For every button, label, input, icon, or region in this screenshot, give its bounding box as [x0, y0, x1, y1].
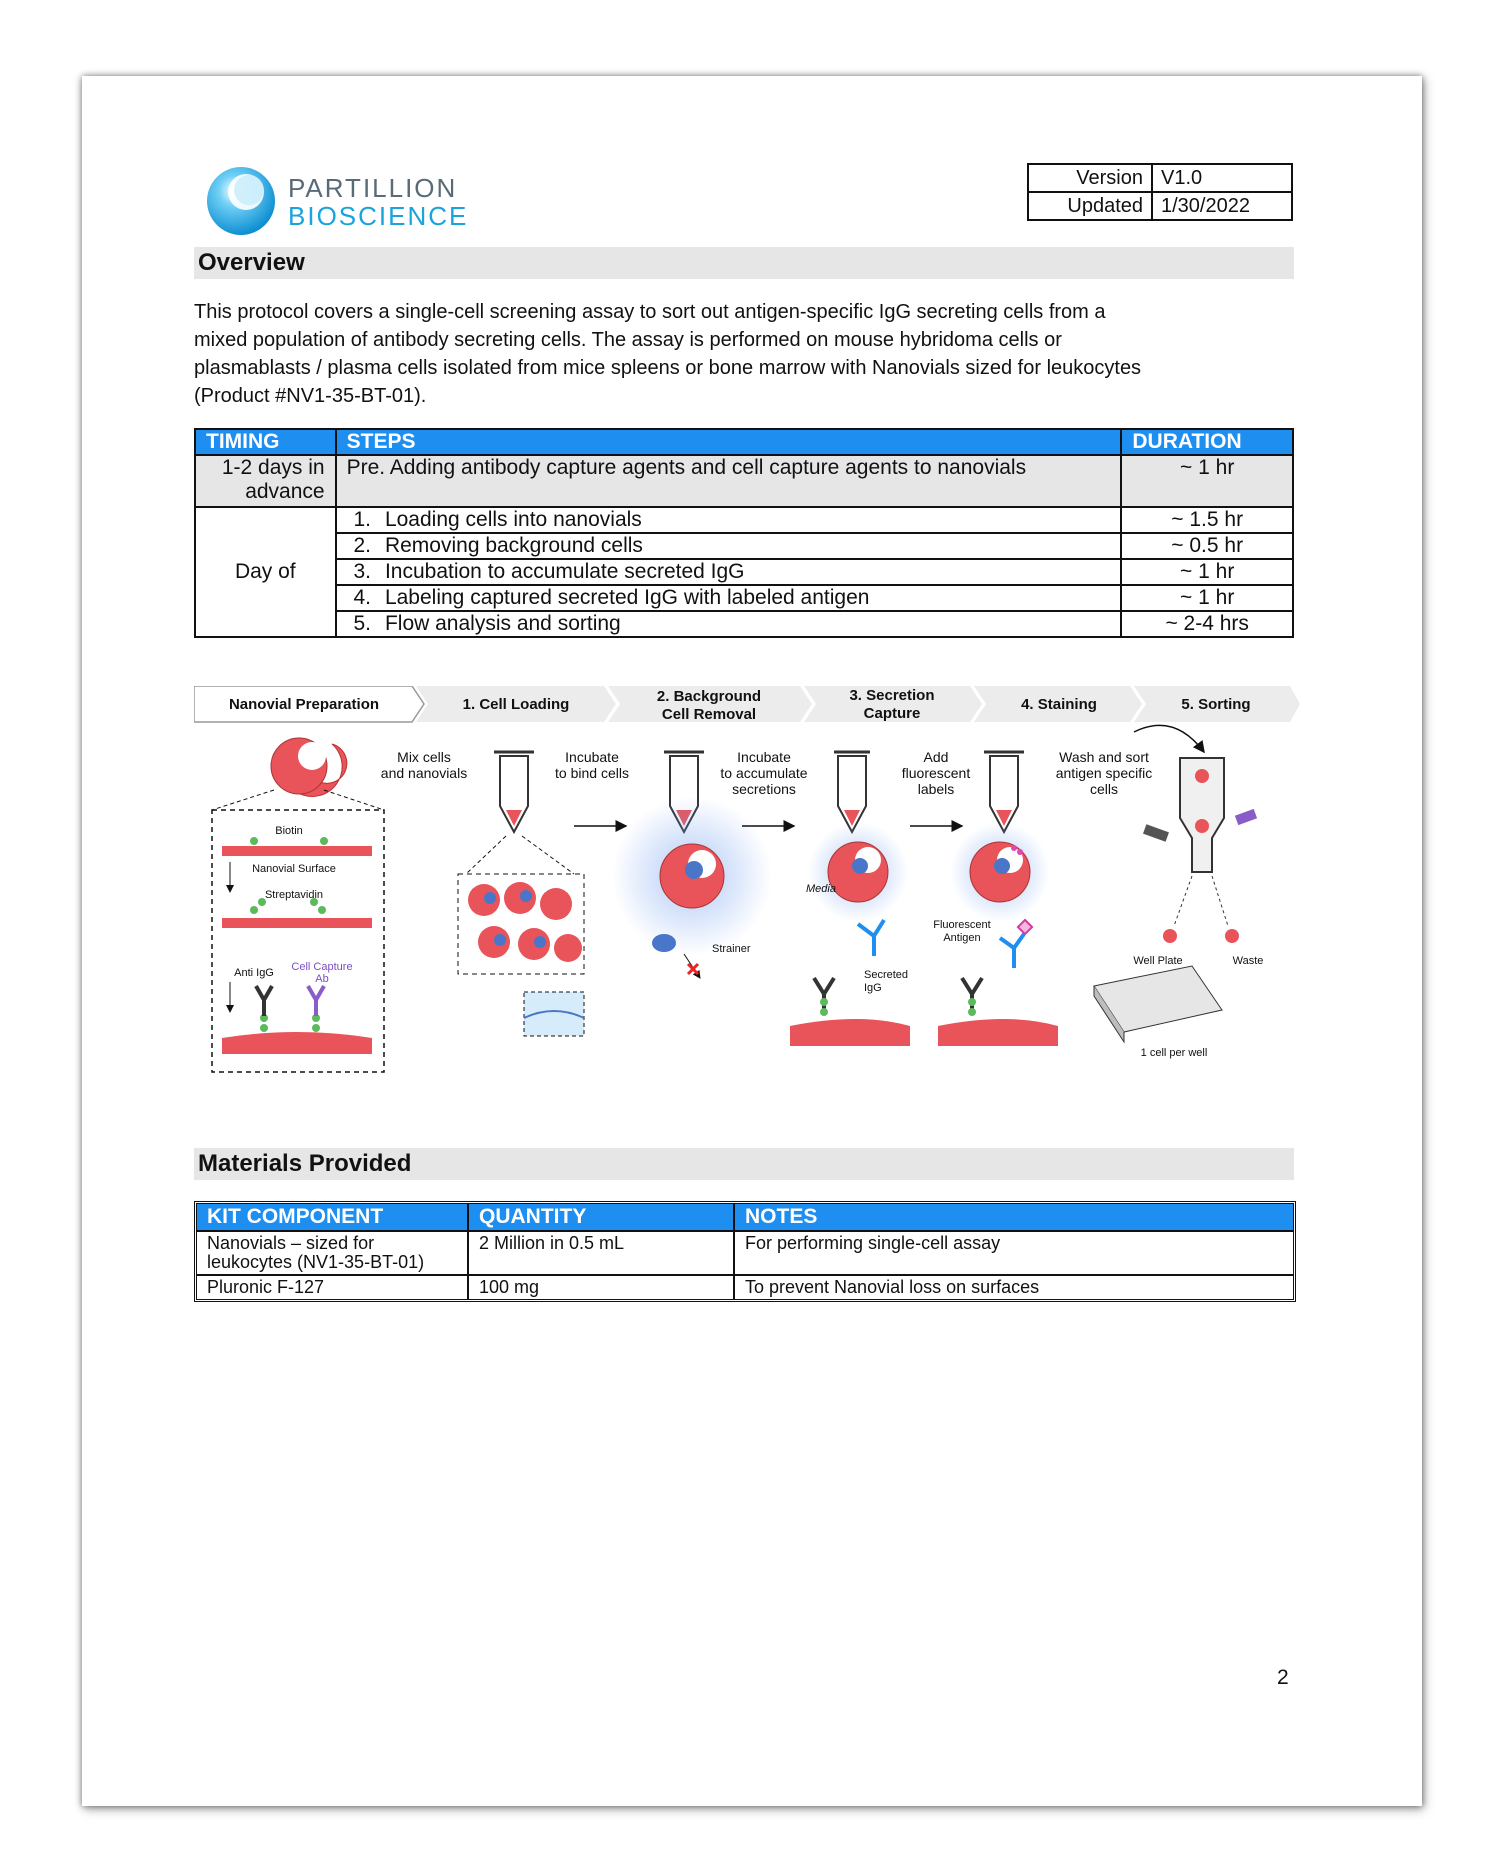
stage-label: Capture [863, 705, 921, 722]
waste-label: Waste [1232, 955, 1264, 967]
overview-line: plasmablasts / plasma cells isolated from mice spleens or bone marrow with Nanovials sized for leukocytes [194, 357, 1142, 379]
table-row [197, 1230, 1293, 1274]
staining-panel [938, 752, 1058, 1046]
wash-sort-label: cells [1089, 781, 1119, 797]
document-page [82, 76, 1422, 1806]
table-header-row [195, 429, 1293, 455]
step-number: 1. [336, 507, 377, 533]
mix-label: Mix cells [397, 749, 451, 765]
mix-label: and nanovials [380, 765, 468, 781]
timing-line: advance [245, 480, 325, 503]
duration-cell: ~ 1.5 hr [1121, 507, 1293, 533]
overview-line: (Product #NV1-35-BT-01). [194, 385, 427, 407]
duration-cell: ~ 0.5 hr [1121, 533, 1293, 559]
stage-label: Nanovial Preparation [228, 696, 380, 713]
step-cell: Loading cells into nanovials [377, 507, 1121, 533]
step-cell: Labeling captured secreted IgG with labeled antigen [377, 585, 1121, 611]
overview-line: This protocol covers a single-cell screening assay to sort out antigen-specific IgG secreting cells from a [194, 301, 1106, 323]
secreted-igg-label: Secreted [864, 969, 909, 981]
overview-heading: Overview [194, 247, 1294, 279]
step-cell: Flow analysis and sorting [377, 611, 1121, 637]
header-steps: STEPS [336, 429, 1122, 455]
table-row [195, 611, 1293, 637]
stage-label: 2. Background [656, 688, 762, 705]
add-labels-label: labels [917, 781, 955, 797]
table-header-row [197, 1204, 1293, 1230]
table-row [195, 585, 1293, 611]
company-name [288, 174, 468, 230]
duration-cell: ~ 2-4 hrs [1121, 611, 1293, 637]
cell-loading-panel [458, 752, 584, 1036]
incubate-bind-label: to bind cells [555, 765, 629, 781]
materials-table [194, 1201, 1296, 1302]
add-labels-label: fluorescent [901, 765, 971, 781]
step-number: 2. [336, 533, 377, 559]
wash-sort-label: Wash and sort [1059, 749, 1149, 765]
header-quantity: QUANTITY [469, 1204, 735, 1230]
table-row [195, 533, 1293, 559]
cell-capture-label: Ab [315, 973, 329, 985]
materials-heading: Materials Provided [194, 1148, 1294, 1180]
incubate-secretions-label: Incubate [737, 749, 791, 765]
quantity-cell: 2 Million in 0.5 mL [469, 1230, 735, 1274]
duration-cell: ~ 1 hr [1121, 585, 1293, 611]
cell-capture-label: Cell Capture [291, 961, 353, 973]
version-value: V1.0 [1152, 164, 1292, 192]
biotin-label: Biotin [275, 825, 303, 837]
version-label: Version [1028, 164, 1152, 192]
one-cell-label: 1 cell per well [1140, 1047, 1208, 1059]
nanovial-preparation-panel [212, 738, 384, 1072]
workflow-figure [194, 686, 1300, 1086]
step-number: 5. [336, 611, 377, 637]
table-row [195, 507, 1293, 533]
header-duration: DURATION [1121, 429, 1293, 455]
incubate-bind-label: Incubate [565, 749, 619, 765]
step-cell: Removing background cells [377, 533, 1121, 559]
table-row [197, 1274, 1293, 1299]
timing-line: 1-2 days in [221, 456, 325, 479]
secretion-capture-panel [790, 752, 910, 1046]
step-cell: Incubation to accumulate secreted IgG [377, 559, 1121, 585]
stage-label: 3. Secretion [849, 687, 935, 704]
timing-steps-table [194, 428, 1294, 638]
notes-cell: For performing single-cell assay [735, 1230, 1293, 1274]
partillion-logo-icon [206, 166, 276, 236]
overview-paragraph [194, 298, 1304, 410]
well-plate-label: Well Plate [1133, 955, 1183, 967]
step-cell: Pre. Adding antibody capture agents and cell capture agents to nanovials [336, 455, 1122, 507]
incubate-secretions-label: secretions [732, 781, 796, 797]
version-box [1027, 163, 1293, 221]
header-kit-component: KIT COMPONENT [197, 1204, 469, 1230]
component-line: leukocytes (NV1-35-BT-01) [207, 1252, 425, 1272]
duration-cell: ~ 1 hr [1121, 455, 1293, 507]
duration-cell: ~ 1 hr [1121, 559, 1293, 585]
media-label: Media [806, 883, 836, 895]
overview-line: mixed population of antibody secreting cells. The assay is performed on mouse hybridoma cells or [194, 329, 1062, 351]
updated-value: 1/30/2022 [1152, 192, 1292, 220]
step-number: 4. [336, 585, 377, 611]
fluorescent-antigen-label: Fluorescent [933, 919, 991, 931]
incubate-secretions-label: to accumulate [720, 765, 808, 781]
nanovial-surface-label: Nanovial Surface [252, 863, 336, 875]
component-cell: Pluronic F-127 [197, 1274, 469, 1299]
streptavidin-label: Streptavidin [264, 889, 324, 901]
stage-label: 4. Staining [1021, 696, 1097, 713]
strainer-label: Strainer [712, 943, 751, 955]
stage-label: 1. Cell Loading [462, 696, 570, 713]
step-number: 3. [336, 559, 377, 585]
logo-line-1: PARTILLION [288, 173, 458, 203]
stage-label: Cell Removal [661, 706, 757, 723]
add-labels-label: Add [923, 749, 949, 765]
timing-cell [195, 455, 336, 507]
updated-label: Updated [1028, 192, 1152, 220]
component-line: Nanovials – sized for [207, 1233, 375, 1253]
day-of-cell: Day of [195, 507, 336, 637]
stage-label: 5. Sorting [1181, 696, 1251, 713]
anti-igg-label: Anti IgG [234, 967, 274, 979]
page-number: 2 [1277, 1666, 1289, 1689]
quantity-cell: 100 mg [469, 1274, 735, 1299]
table-row [195, 455, 1293, 507]
header-timing: TIMING [195, 429, 336, 455]
header-notes: NOTES [735, 1204, 1293, 1230]
table-row [195, 559, 1293, 585]
logo-line-2: BIOSCIENCE [288, 201, 469, 231]
notes-cell: To prevent Nanovial loss on surfaces [735, 1274, 1293, 1299]
fluorescent-antigen-label: Antigen [943, 932, 981, 944]
wash-sort-label: antigen specific [1055, 765, 1153, 781]
secreted-igg-label: IgG [864, 982, 882, 994]
component-cell [197, 1230, 469, 1274]
